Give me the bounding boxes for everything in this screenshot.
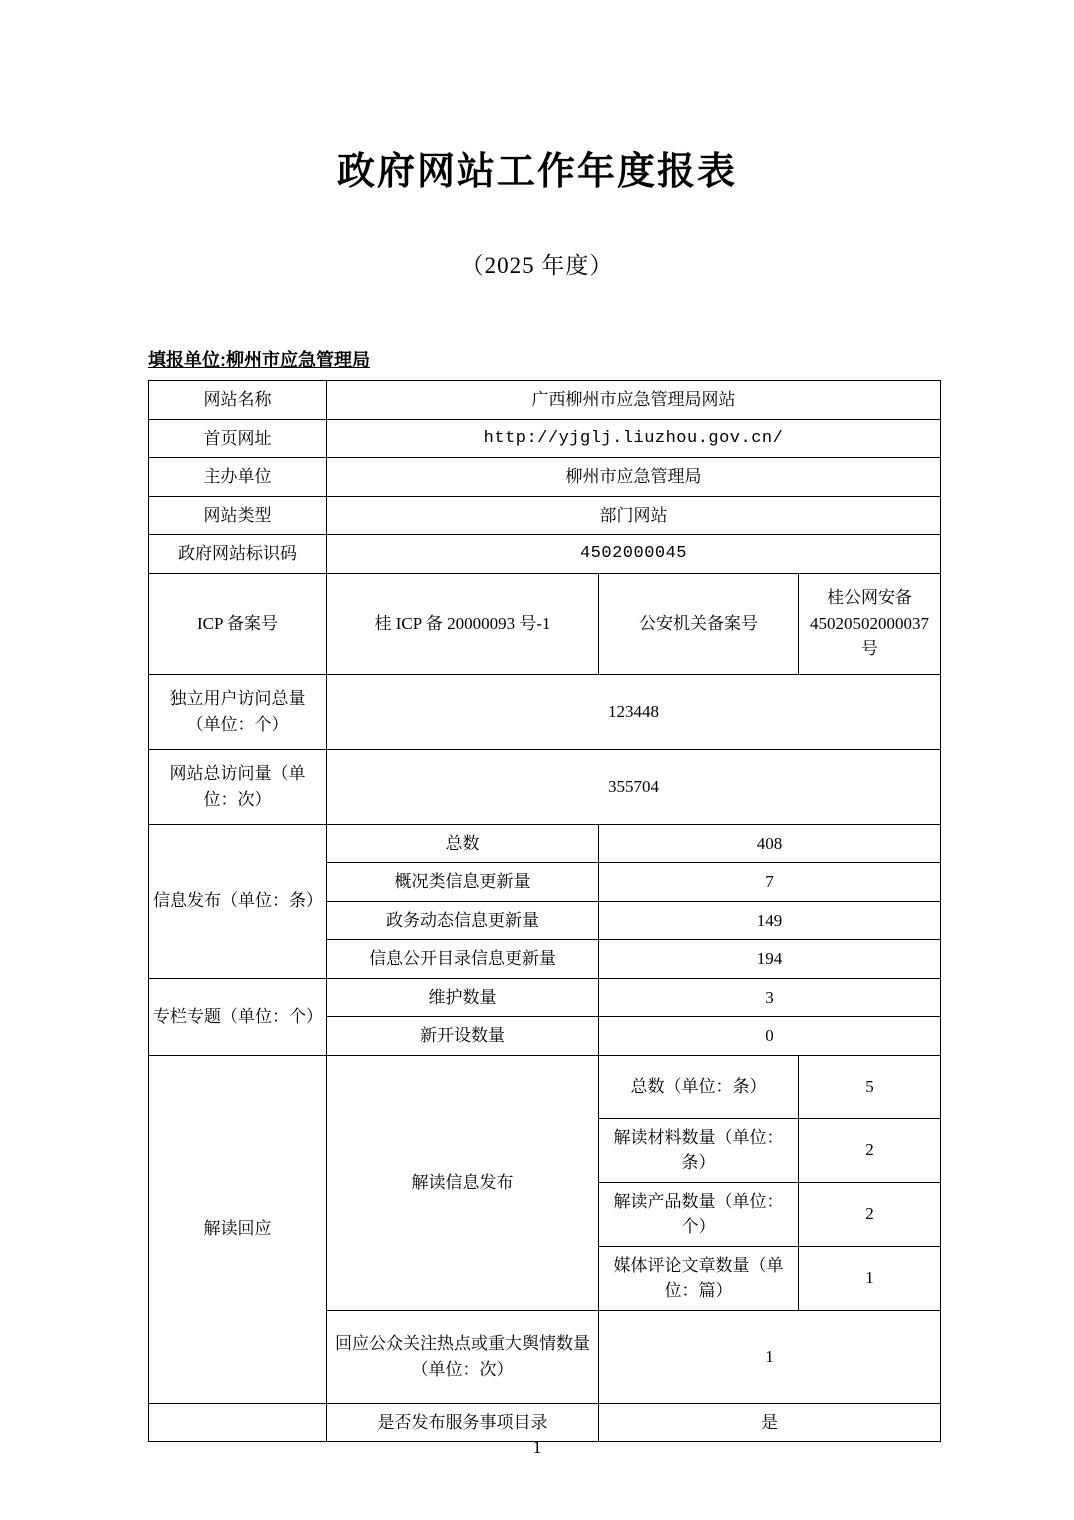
interpretation-item-value: 1	[799, 1246, 941, 1310]
public-response-label: 回应公众关注热点或重大舆情数量（单位：次）	[327, 1310, 599, 1403]
police-record-label: 公安机关备案号	[599, 573, 799, 674]
interpretation-item-label: 媒体评论文章数量（单位：篇）	[599, 1246, 799, 1310]
interpretation-item-value: 2	[799, 1118, 941, 1182]
unique-users-value: 123448	[327, 674, 941, 749]
empty-cell	[149, 1403, 327, 1442]
interpretation-item-value: 5	[799, 1055, 941, 1118]
table-row	[149, 674, 941, 749]
reporting-unit: 填报单位:柳州市应急管理局	[148, 350, 370, 370]
site-type-value: 部门网站	[327, 496, 941, 535]
total-visits-label: 网站总访问量（单位：次）	[149, 749, 327, 824]
info-release-item-value: 7	[599, 863, 941, 902]
police-record-value: 桂公网安备 45020502000037 号	[799, 573, 941, 674]
icp-value: 桂 ICP 备 20000093 号-1	[327, 573, 599, 674]
interpretation-item-label: 解读产品数量（单位：个）	[599, 1182, 799, 1246]
site-code-value: 4502000045	[327, 535, 941, 574]
interpretation-release-label: 解读信息发布	[327, 1055, 599, 1310]
table-row	[149, 1403, 941, 1442]
site-code-label: 政府网站标识码	[149, 535, 327, 574]
table-row	[149, 824, 941, 863]
column-topic-label: 专栏专题（单位：个）	[149, 978, 327, 1055]
info-release-item-value: 408	[599, 824, 941, 863]
column-topic-item-value: 0	[599, 1017, 941, 1056]
host-unit-value: 柳州市应急管理局	[327, 458, 941, 497]
unique-users-label: 独立用户访问总量（单位：个）	[149, 674, 327, 749]
total-visits-value: 355704	[327, 749, 941, 824]
table-row	[149, 573, 941, 674]
interpretation-item-label: 总数（单位：条）	[599, 1055, 799, 1118]
info-release-item-label: 信息公开目录信息更新量	[327, 940, 599, 979]
public-response-value: 1	[599, 1310, 941, 1403]
table-row	[149, 749, 941, 824]
page-subtitle: （2025 年度）	[460, 253, 614, 278]
host-unit-label: 主办单位	[149, 458, 327, 497]
column-topic-item-value: 3	[599, 978, 941, 1017]
table-row	[149, 535, 941, 574]
table-row	[149, 381, 941, 420]
homepage-label: 首页网址	[149, 419, 327, 458]
table-row	[149, 496, 941, 535]
info-release-label: 信息发布（单位：条）	[149, 824, 327, 978]
site-type-label: 网站类型	[149, 496, 327, 535]
site-name-value: 广西柳州市应急管理局网站	[327, 381, 941, 420]
table-row	[149, 1055, 941, 1118]
site-name-label: 网站名称	[149, 381, 327, 420]
page-title: 政府网站工作年度报表	[336, 151, 737, 193]
column-topic-item-label: 新开设数量	[327, 1017, 599, 1056]
page-number: 1	[532, 1437, 542, 1457]
annual-report-table	[148, 380, 941, 1442]
icp-label: ICP 备案号	[149, 573, 327, 674]
table-row	[149, 978, 941, 1017]
info-release-item-value: 149	[599, 901, 941, 940]
column-topic-item-label: 维护数量	[327, 978, 599, 1017]
table-row	[149, 419, 941, 458]
info-release-item-label: 概况类信息更新量	[327, 863, 599, 902]
info-release-item-value: 194	[599, 940, 941, 979]
service-catalog-value: 是	[599, 1403, 941, 1442]
homepage-value: http://yjglj.liuzhou.gov.cn/	[327, 419, 941, 458]
info-release-item-label: 总数	[327, 824, 599, 863]
interpretation-item-value: 2	[799, 1182, 941, 1246]
info-release-item-label: 政务动态信息更新量	[327, 901, 599, 940]
table-row	[149, 458, 941, 497]
service-catalog-label: 是否发布服务事项目录	[327, 1403, 599, 1442]
interpretation-label: 解读回应	[149, 1055, 327, 1403]
interpretation-item-label: 解读材料数量（单位：条）	[599, 1118, 799, 1182]
